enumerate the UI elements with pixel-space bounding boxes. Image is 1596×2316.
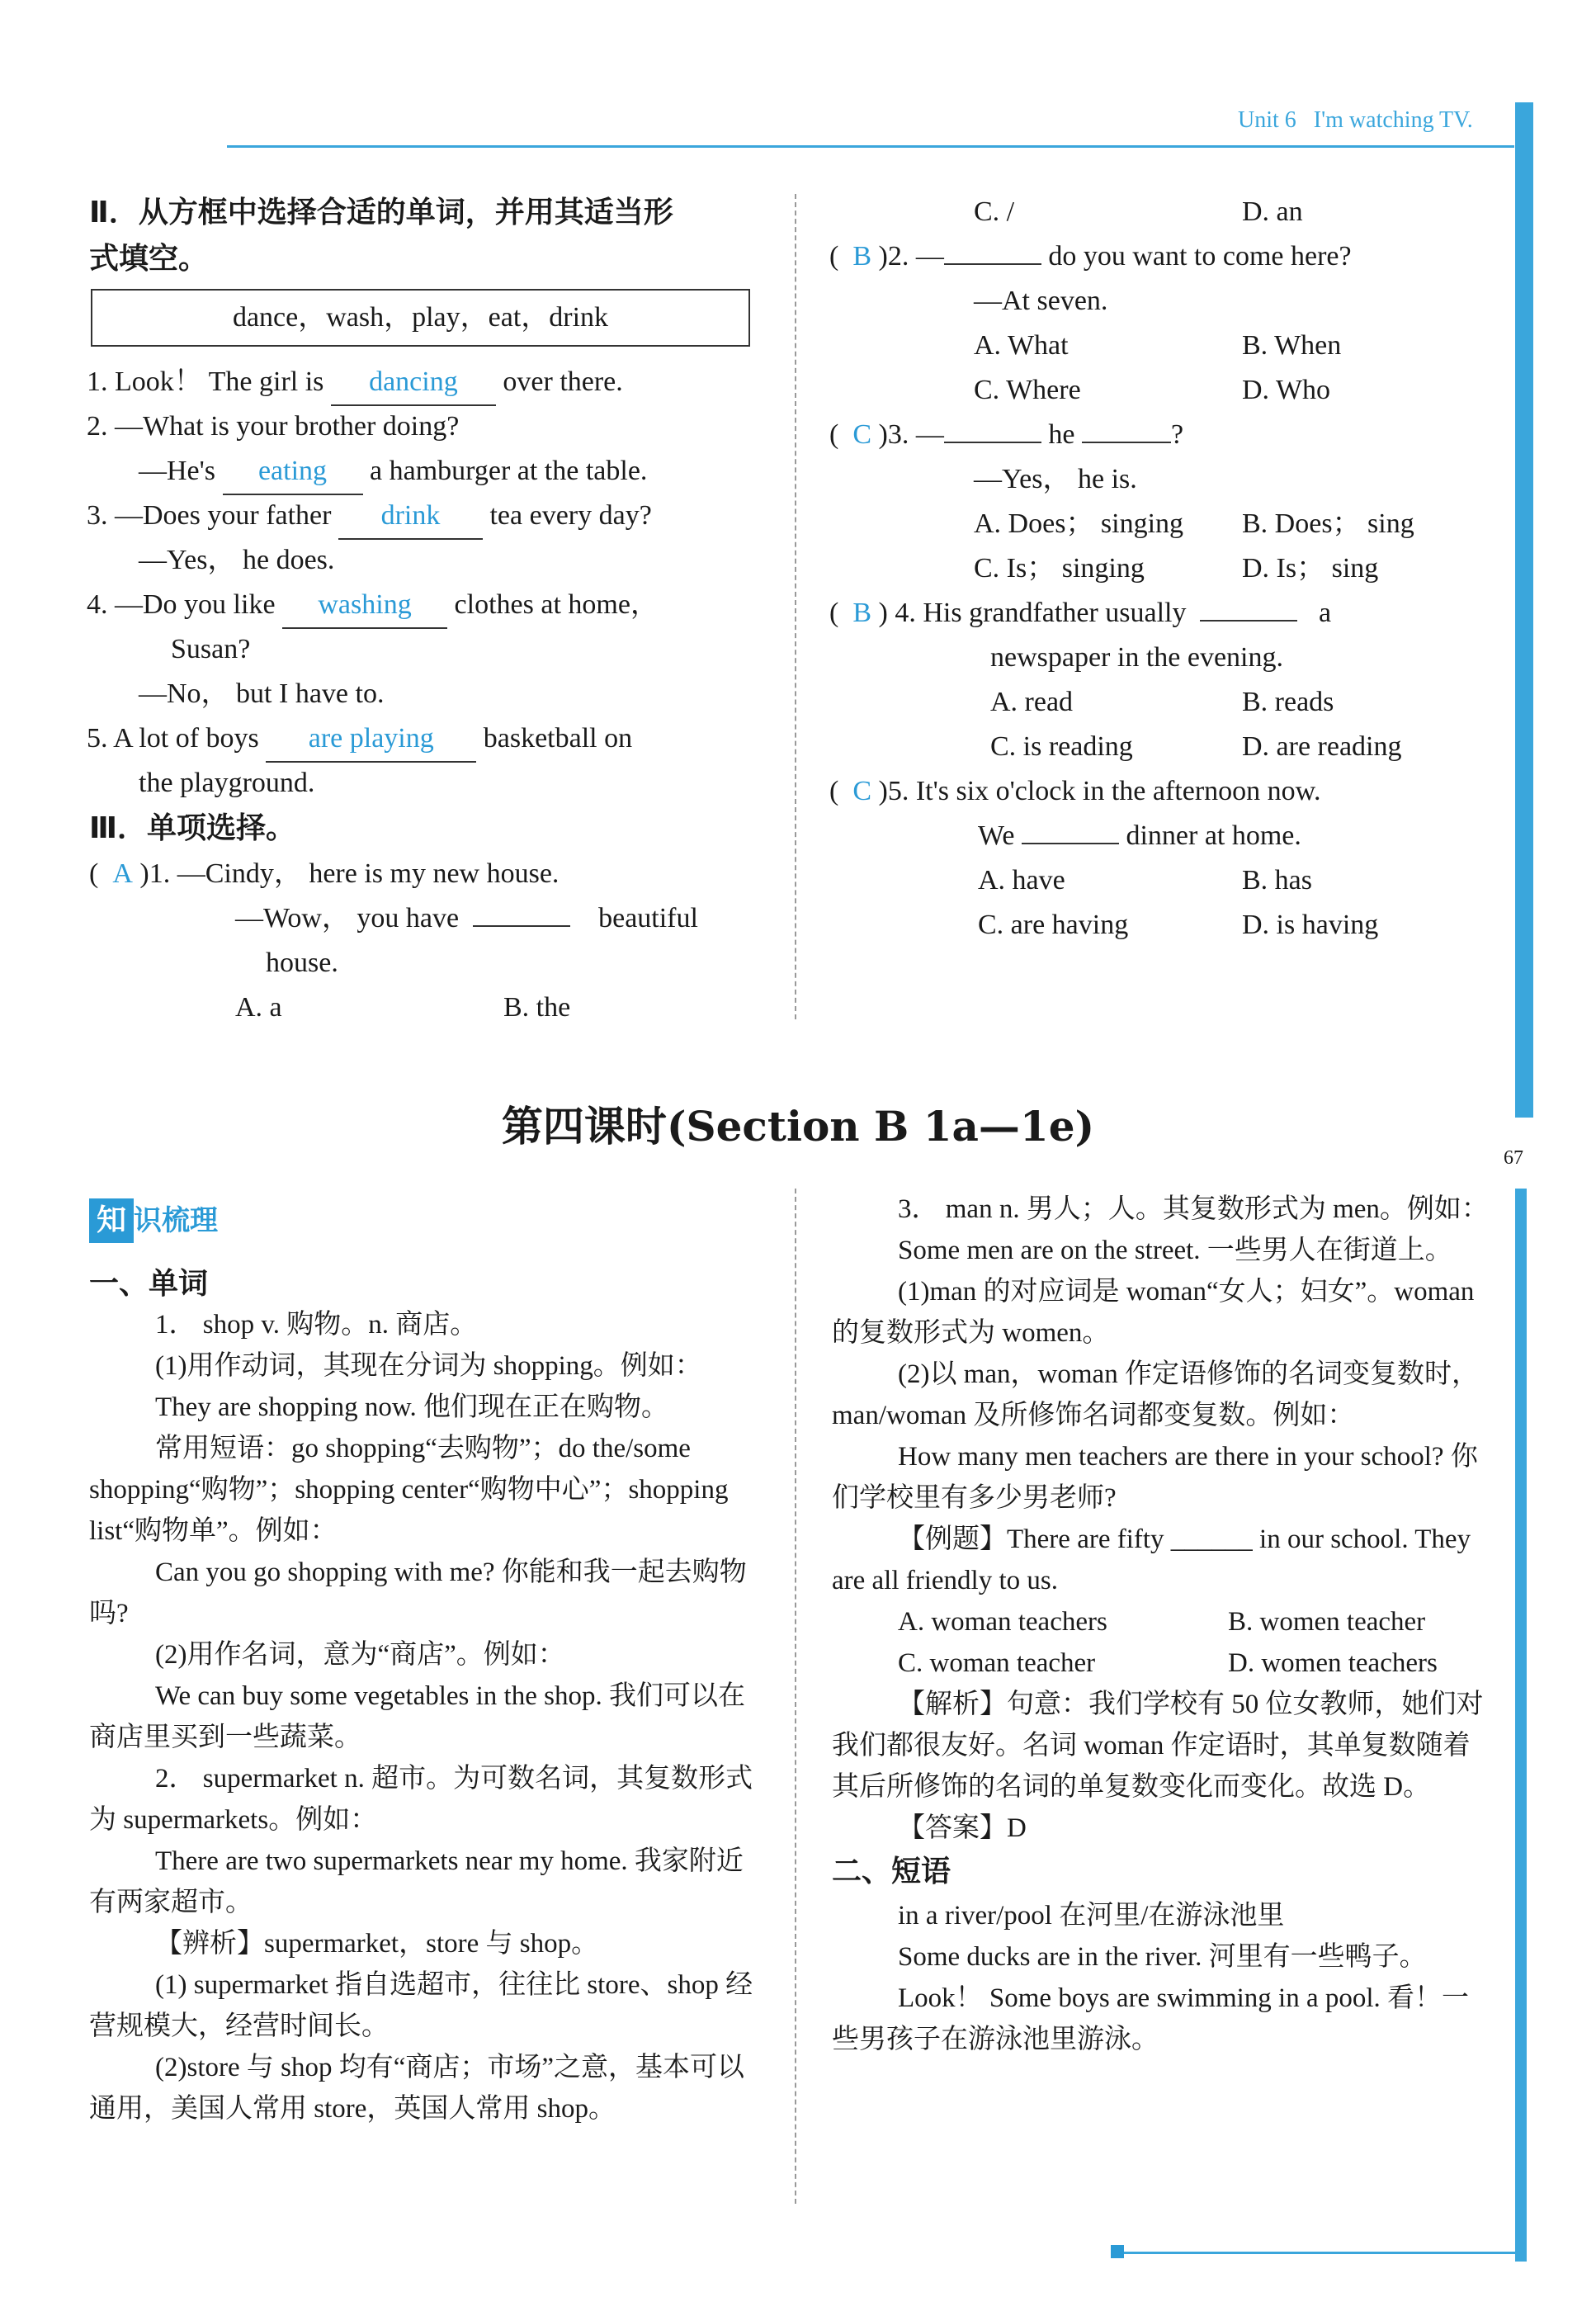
q2-opt-c: C. Where xyxy=(974,375,1081,405)
note-para: 3． man n. 男人；人。其复数形式为 men。例如： xyxy=(898,1194,1489,1224)
item-text: tea every day? xyxy=(489,500,652,531)
part2-heading: 二、短语 xyxy=(832,1855,951,1888)
q2-line2: —At seven. xyxy=(974,286,1108,316)
question-text: he xyxy=(1048,419,1075,450)
footer-square xyxy=(1111,2245,1124,2258)
ex2-item-5 xyxy=(87,716,632,763)
note-para: 【例题】There are fifty ______ in our school. They are all friendly to us. xyxy=(832,1524,1471,1595)
item-text: Look！ The girl is xyxy=(115,366,324,397)
note-para: (1)用作动词，其现在分词为 shopping。例如： xyxy=(155,1351,702,1381)
q1-opt-a: A. a xyxy=(235,992,282,1023)
question-text: —Wow， you have xyxy=(235,903,460,933)
q1-opt-d: D. an xyxy=(1242,196,1303,227)
word-box-text: dance，wash，play，eat，drink xyxy=(232,302,609,333)
ex2-item-4c: —No， but I have to. xyxy=(139,678,385,709)
q5-opt-d: D. is having xyxy=(1242,910,1379,940)
q2-opt-d: D. Who xyxy=(1242,375,1331,405)
item-number: 2. xyxy=(87,411,108,442)
ex2-item-4 xyxy=(87,583,659,629)
item-text: clothes at home， xyxy=(454,589,659,620)
q4-opt-b: B. reads xyxy=(1242,687,1334,717)
answer-letter: A xyxy=(112,858,133,889)
question-text: —Cindy， here is my new house. xyxy=(177,858,560,889)
right-column-notes xyxy=(832,1189,1496,2060)
blank xyxy=(1022,843,1119,844)
question-text: do you want to come here? xyxy=(1048,241,1352,272)
blank xyxy=(944,442,1041,443)
ex2-item-3b: —Yes， he does. xyxy=(139,545,335,575)
q3-line1 xyxy=(829,413,1183,457)
q4-line2: newspaper in the evening. xyxy=(990,642,1283,673)
note-para: They are shopping now. 他们现在正在购物。 xyxy=(155,1392,669,1422)
blank xyxy=(1200,620,1297,622)
q4-opt-a: A. read xyxy=(990,687,1074,717)
example-options xyxy=(832,1601,1496,1684)
q2-line1 xyxy=(829,234,1352,279)
note-para: 2． supermarket n. 超市。为可数名词，其复数形式为 supermarkets。例如： xyxy=(89,1764,753,1835)
question-text: a xyxy=(1318,598,1332,628)
item-number: 4. xyxy=(87,589,108,620)
note-para: 【解析】句意：我们学校有 50 位女教师，她们对我们都很友好。名词 woman 作定语时，其单复数随着其后所修饰的名词的单复数变化而变化。故选 D。 xyxy=(832,1690,1484,1802)
answer-blank: are playing xyxy=(266,716,476,763)
item-text: basketball on xyxy=(483,723,633,754)
q4-line1 xyxy=(829,591,1331,636)
answer-letter: C xyxy=(852,419,872,450)
header-rule xyxy=(227,145,1514,148)
note-para: 【答案】D xyxy=(898,1813,1027,1843)
note-para: How many men teachers are there in your school? 你们学校里有多少男老师? xyxy=(832,1442,1478,1513)
ex2-item-1 xyxy=(87,360,623,406)
answer-letter: B xyxy=(852,598,872,628)
item-text: —What is your brother doing? xyxy=(115,411,460,442)
q5-line2 xyxy=(978,814,1301,858)
q2-opt-b: B. When xyxy=(1242,330,1342,361)
example-opt-a: A. woman teachers xyxy=(898,1607,1107,1637)
item-text: over there. xyxy=(503,366,623,397)
knowledge-heading-text: 识梳理 xyxy=(134,1204,218,1237)
note-para: (1) supermarket 指自选超市，往往比 store、shop 经营规模大，经营时间长。 xyxy=(89,1970,753,2041)
exercise2-heading-2: 式填空。 xyxy=(89,242,209,276)
q1-line2 xyxy=(235,896,698,941)
word-box xyxy=(91,289,750,347)
q3-opt-c: C. Is； singing xyxy=(974,553,1145,584)
q1-line1 xyxy=(89,852,559,896)
question-text: beautiful xyxy=(598,903,698,933)
question-number: )2. xyxy=(878,241,909,272)
page-number: 67 xyxy=(1504,1147,1523,1169)
ex2-item-3 xyxy=(87,494,652,540)
paren: ( xyxy=(829,241,839,272)
q1-opt-b: B. the xyxy=(503,992,571,1023)
paren: ( xyxy=(829,776,839,806)
note-para: Look！ Some boys are swimming in a pool. 看！一些男孩子在游泳池里游泳。 xyxy=(832,1983,1470,2054)
answer-blank: eating xyxy=(223,449,363,495)
note-para: There are two supermarkets near my home. 我家附近有两家超市。 xyxy=(89,1846,744,1917)
q5-line1 xyxy=(829,769,1321,814)
knowledge-heading xyxy=(89,1198,218,1248)
q3-opt-d: D. Is； sing xyxy=(1242,553,1379,584)
ex2-item-4b: Susan? xyxy=(171,634,251,664)
answer-letter: B xyxy=(852,241,872,272)
q5-opt-b: B. has xyxy=(1242,865,1312,896)
answer-letter: C xyxy=(852,776,872,806)
paren: ( xyxy=(829,419,839,450)
note-para: 【辨析】supermarket，store 与 shop。 xyxy=(155,1929,599,1959)
note-para: Some men are on the street. 一些男人在街道上。 xyxy=(898,1236,1452,1265)
blank xyxy=(1082,442,1171,443)
header-text xyxy=(1238,107,1473,134)
left-column-notes xyxy=(89,1304,753,2129)
right-edge-bar-lower xyxy=(1515,1189,1527,2262)
item-number: 5. xyxy=(87,723,108,754)
ex2-item-2b xyxy=(139,449,647,495)
paren: ( xyxy=(829,598,839,628)
example-opt-d: D. women teachers xyxy=(1228,1648,1438,1678)
question-text: It's six o'clock in the afternoon now. xyxy=(915,776,1321,806)
example-opt-c: C. woman teacher xyxy=(898,1648,1096,1678)
item-text: —Do you like xyxy=(115,589,276,620)
question-text: — xyxy=(915,419,944,450)
item-text: —Does your father xyxy=(115,500,332,531)
knowledge-badge: 知 xyxy=(89,1198,134,1243)
q5-opt-c: C. are having xyxy=(978,910,1129,940)
footer-rule xyxy=(1114,2252,1527,2254)
q1-line3: house. xyxy=(266,948,338,978)
unit-title: I'm watching TV. xyxy=(1313,107,1473,133)
question-number: ) 4. xyxy=(878,598,916,628)
paren: ( xyxy=(89,858,99,889)
q1-opt-c: C. / xyxy=(974,196,1015,227)
exercise3-heading: Ⅲ．单项选择。 xyxy=(89,811,296,845)
exercise2-heading-1: Ⅱ．从方框中选择合适的单词，并用其适当形 xyxy=(89,196,673,229)
q2-opt-a: A. What xyxy=(974,330,1069,361)
note-para: 1． shop v. 购物。n. 商店。 xyxy=(155,1310,478,1340)
q3-opt-b: B. Does； sing xyxy=(1242,508,1414,539)
q4-opt-d: D. are reading xyxy=(1242,731,1402,762)
column-divider-top xyxy=(795,194,796,1019)
q5-opt-a: A. have xyxy=(978,865,1065,896)
ex2-item-2 xyxy=(87,404,459,449)
question-text: — xyxy=(915,241,944,272)
answer-blank: dancing xyxy=(331,360,496,406)
question-number: )3. xyxy=(878,419,909,450)
item-text: —He's xyxy=(139,456,216,486)
note-para: Can you go shopping with me? 你能和我一起去购物吗? xyxy=(89,1557,747,1628)
note-para: (2)以 man，woman 作定语修饰的名词变复数时，man/woman 及所修饰名词都变复数。例如： xyxy=(832,1359,1479,1430)
section-title: 第四课时(Section B 1a—1e) xyxy=(501,1102,1095,1151)
unit-label: Unit 6 xyxy=(1238,107,1296,133)
item-number: 1. xyxy=(87,366,108,397)
note-para: Some ducks are in the river. 河里有一些鸭子。 xyxy=(898,1942,1427,1972)
item-text: A lot of boys xyxy=(113,723,259,754)
ex2-item-5b: the playground. xyxy=(139,768,315,798)
part1-heading: 一、单词 xyxy=(89,1267,209,1301)
note-para: We can buy some vegetables in the shop. 我们可以在商店里买到一些蔬菜。 xyxy=(89,1681,745,1752)
answer-blank: drink xyxy=(338,494,483,540)
column-divider-bottom xyxy=(795,1189,796,2204)
item-text: a hamburger at the table. xyxy=(370,456,648,486)
note-para: (2)用作名词，意为“商店”。例如： xyxy=(155,1640,565,1670)
q3-opt-a: A. Does； singing xyxy=(974,508,1184,539)
question-text: ? xyxy=(1170,419,1184,450)
question-number: )1. xyxy=(139,858,171,889)
q3-line2: —Yes， he is. xyxy=(974,464,1137,494)
blank xyxy=(473,925,570,927)
question-text: dinner at home. xyxy=(1126,820,1301,851)
question-text: His grandfather usually xyxy=(923,598,1187,628)
example-opt-b: B. women teacher xyxy=(1228,1607,1426,1637)
note-para: in a river/pool 在河里/在游泳池里 xyxy=(898,1901,1285,1931)
note-para: 常用短语：go shopping“去购物”；do the/some shopping“购物”；shopping center“购物中心”；shopping list“购物单”。例如： xyxy=(89,1434,729,1546)
right-edge-bar xyxy=(1515,102,1533,1118)
question-number: )5. xyxy=(878,776,909,806)
question-text: We xyxy=(978,820,1015,851)
blank xyxy=(944,263,1041,265)
answer-blank: washing xyxy=(282,583,447,629)
item-number: 3. xyxy=(87,500,108,531)
q4-opt-c: C. is reading xyxy=(990,731,1133,762)
note-para: (1)man 的对应词是 woman“女人；妇女”。woman 的复数形式为 women。 xyxy=(832,1277,1475,1348)
note-para: (2)store 与 shop 均有“商店；市场”之意，基本可以通用，美国人常用 store，英国人常用 shop。 xyxy=(89,2053,745,2124)
